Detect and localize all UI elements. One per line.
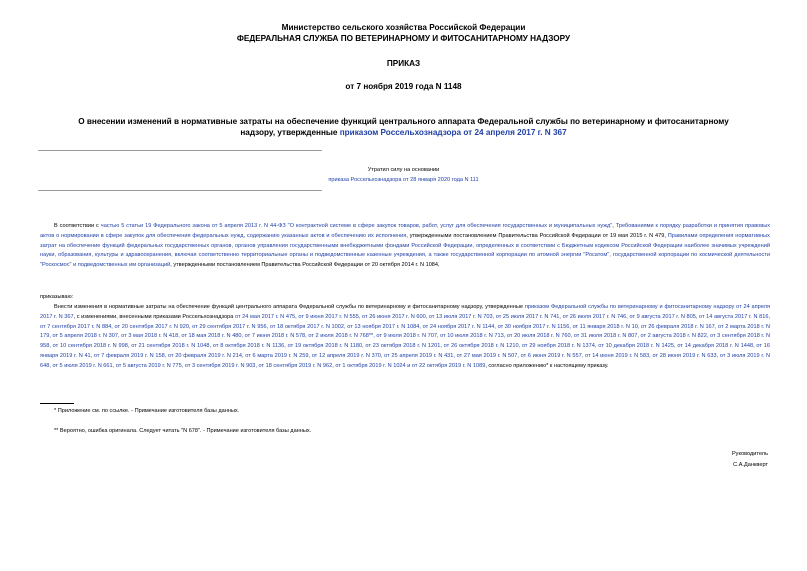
operative-lead: Внести изменения в нормативные затраты на обеспечение функций центрального аппарата Федеральной службы по ветеринарному и фитосанитарному надзору, утвержденные [54, 304, 525, 310]
ministry-name: Министерство сельского хозяйства Российской Федерации [281, 23, 526, 32]
preamble-paragraph [40, 222, 770, 271]
footnote-1: * Приложение см. по ссылке. - Примечание изготовителя базы данных. [54, 408, 240, 414]
amendments-link[interactable]: от 24 мая 2017 г. N 475, от 9 июня 2017 г. N 555, от 26 июня 2017 г. N 600, от 13 июля 2017 г. N 703, от 25 июля 2017 г. N 741, от 26 июля 2017 г. N 746, от 9 августа 2017 г. N 805, от 14 августа 2017 г. N 816, от 7 сентября 2017 г. N 884, от 20 сентября 2017 г. N 920, от 29 сентября 2017 г. N 956, от 18 октября 2017 г. N 1002, от 13 ноября 2017 г. N 1084, от 24 ноября 2017 г. N 1144, от 30 ноября 2017 г. N 1156, от 11 января 2018 г. N 10, от 26 февраля 2018 г. N 167, от 2 марта 2018 г. N 179, от 5 апреля 2018 г. N 307, от 3 мая 2018 г. N 418, от 18 мая 2018 г. N 480, от 7 июня 2018 г. N 578, от 2 июля 2018 г. N 768**, от 9 июля 2018 г. N 707, от 10 июля 2018 г. N 713, от 20 июля 2018 г. N 760, от 31 июля 2018 г. N 807, от 2 августа 2018 г. N 822, от 3 сентября 2018 г. N 958, от 10 сентября 2018 г. N 998, от 21 сентября 2018 г. N 1048, от 8 октября 2018 г. N 1136, от 19 октября 2018 г. N 1180, от 23 октября 2018 г. N 1201, от 26 октября 2018 г. N 1210, от 29 ноября 2018 г. N 1374, от 10 декабря 2018 г. N 1425, от 14 декабря 2018 г. N 1448, от 16 января 2019 г. N 41, от 7 февраля 2019 г. N 158, от 20 февраля 2019 г. N 214, от 6 марта 2019 г. N 259, от 12 апреля 2019 г. N 370, от 25 апреля 2019 г. N 431, от 27 мая 2019 г. N 507, от 6 июня 2019 г. N 557, от 14 июня 2019 г. N 583, от 28 июня 2019 г. N 633, от 3 июля 2019 г. N 648, от 5 июля 2019 г. N 661, от 5 августа 2019 г. N 775, от 3 сентября 2019 г. N 903, от 18 сентября 2019 г. N 962, от 1 октября 2019 г. N 1024 и от 22 октября 2019 г. N 1089 [40, 313, 771, 369]
preamble-mid: , утвержденными постановлением Правительства Российской Федерации от 19 мая 2015 г. N 479, [406, 232, 668, 239]
preamble-sep: , [612, 223, 616, 229]
footnote-2: ** Вероятно, ошибка оригинала. Следует читать "N 678". - Примечание изготовителя базы данных. [54, 428, 312, 434]
footnote-rule [40, 403, 74, 404]
operative-mid: , с изменениями, внесенными приказами Россельхознадзора [73, 313, 235, 320]
signatory-name: С.А.Данкверт [733, 462, 768, 468]
rules-link[interactable]: Правилами определения нормативных затрат на обеспечение функций федеральных государственных органов, органов управления государственными внебюджетными фондами Российской Федерации, определенных в соответствии с Бюджетным кодексом Российской Федерации наиболее значимых учреждений науки, образования, культуры и здравоохранения, включая соответственно территориальные органы и подведомственные казенные учреждения, а также государственной корпорации по атомной энергии "Росатом", государственной корпорации по космической деятельности "Роскосмос" и подведомственных им организаций [40, 232, 770, 269]
law-44fz-link[interactable]: частью 5 статьи 19 Федерального закона от 5 апреля 2013 г. N 44-ФЗ "О контрактной системе в сфере закупок товаров, работ, услуг для обеспечения государственных и муниципальных нужд" [100, 223, 613, 229]
preamble-lead: В соответствии с [54, 223, 101, 229]
service-name: ФЕДЕРАЛЬНАЯ СЛУЖБА ПО ВЕТЕРИНАРНОМУ И ФИТОСАНИТАРНОМУ НАДЗОРУ [236, 34, 571, 43]
status-note-line2 [0, 176, 807, 184]
base-order-link[interactable]: приказом Федеральной службы по ветеринарному и фитосанитарному надзору от 24 апреля 2017 г. N 367 [40, 304, 770, 320]
document-date: от 7 ноября 2019 года N 1148 [345, 82, 462, 91]
title-text: О внесении изменений в нормативные затраты на обеспечение функций центрального аппарата Федеральной службы по ветеринарному и фитосанитарному надзору, утвержденные [78, 117, 729, 137]
status-rule-bottom [38, 190, 322, 191]
operative-paragraph [40, 303, 770, 372]
signatory-position: Руководитель [731, 451, 768, 457]
preamble-tail: , утвержденными постановлением Правительства Российской Федерации от 20 октября 2014 г. N 1084, [170, 262, 440, 269]
requirements-link[interactable]: Требованиями к порядку разработки и принятия правовых актов о нормировании в сфере закупок для обеспечения федеральных нужд, содержанию указанных актов и обеспечению их исполнения [40, 223, 771, 239]
status-rule-top [38, 150, 322, 151]
status-note: Утратил силу на основании [367, 167, 440, 173]
order-word: приказываю: [40, 294, 74, 300]
repeal-order-link[interactable]: приказа Россельхознадзора от 28 января 2020 года N 111 [328, 177, 479, 183]
document-title [60, 116, 747, 138]
operative-tail: , согласно приложению* к настоящему приказу. [485, 362, 609, 369]
title-order-link[interactable]: приказом Россельхознадзора от 24 апреля 2017 г. N 367 [339, 128, 567, 137]
document-type: ПРИКАЗ [386, 59, 421, 68]
